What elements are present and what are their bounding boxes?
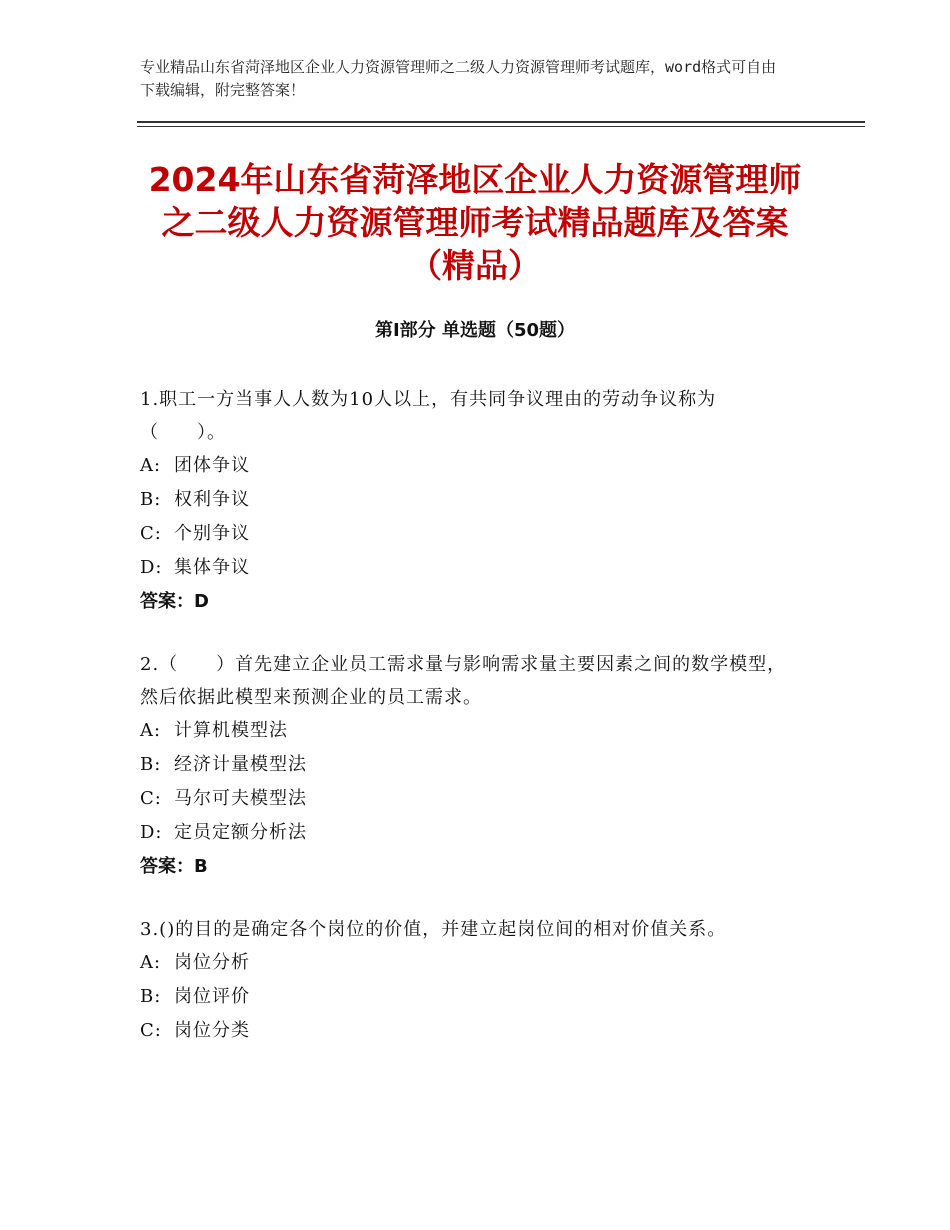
option-key: A: xyxy=(140,455,162,476)
question-2 xyxy=(140,648,800,884)
question-stem: 2.（ ）首先建立企业员工需求量与影响需求量主要因素之间的数学模型，然后依据此模型来预测企业的员工需求。 xyxy=(140,654,787,708)
option-key: D: xyxy=(140,822,163,843)
option-b xyxy=(140,980,800,1014)
option-text: 马尔可夫模型法 xyxy=(174,788,307,809)
section-title: 第Ⅰ部分 单选题（50题） xyxy=(374,320,575,341)
option-text: 个别争议 xyxy=(174,523,250,544)
option-a xyxy=(140,714,800,748)
option-key: A: xyxy=(140,952,162,973)
header-note: 专业精品山东省菏泽地区企业人力资源管理师之二级人力资源管理师考试题库，word格式可自由下载编辑，附完整答案！ xyxy=(140,58,777,99)
option-d xyxy=(140,551,800,585)
question-stem: 1.职工一方当事人人数为10人以上，有共同争议理由的劳动争议称为（ ）。 xyxy=(140,389,717,443)
option-a xyxy=(140,449,800,483)
option-d xyxy=(140,816,800,850)
question-list xyxy=(140,383,800,1077)
option-text: 岗位分类 xyxy=(174,1020,250,1041)
option-text: 岗位评价 xyxy=(174,986,250,1007)
option-text: 定员定额分析法 xyxy=(174,822,307,843)
option-text: 集体争议 xyxy=(174,557,250,578)
option-a xyxy=(140,946,800,980)
option-c xyxy=(140,517,800,551)
option-text: 权利争议 xyxy=(174,489,250,510)
option-key: B: xyxy=(140,986,162,1007)
option-c xyxy=(140,1014,800,1048)
option-key: C: xyxy=(140,788,162,809)
option-key: C: xyxy=(140,523,162,544)
question-stem: 3.()的目的是确定各个岗位的价值，并建立起岗位间的相对价值关系。 xyxy=(140,919,727,940)
answer: 答案：B xyxy=(140,856,208,877)
option-key: D: xyxy=(140,557,163,578)
option-key: C: xyxy=(140,1020,162,1041)
option-c xyxy=(140,782,800,816)
question-3 xyxy=(140,913,800,1048)
header-divider-thin xyxy=(137,126,865,127)
option-text: 岗位分析 xyxy=(174,952,250,973)
question-1 xyxy=(140,383,800,619)
answer: 答案：D xyxy=(140,591,209,612)
option-b xyxy=(140,748,800,782)
option-text: 团体争议 xyxy=(174,455,250,476)
document-title: 2024年山东省菏泽地区企业人力资源管理师之二级人力资源管理师考试精品题库及答案（精品） xyxy=(148,160,802,285)
option-text: 经济计量模型法 xyxy=(174,754,307,775)
header-divider-thick xyxy=(137,121,865,123)
option-text: 计算机模型法 xyxy=(174,720,288,741)
option-key: B: xyxy=(140,489,162,510)
option-key: A: xyxy=(140,720,162,741)
option-key: B: xyxy=(140,754,162,775)
option-b xyxy=(140,483,800,517)
